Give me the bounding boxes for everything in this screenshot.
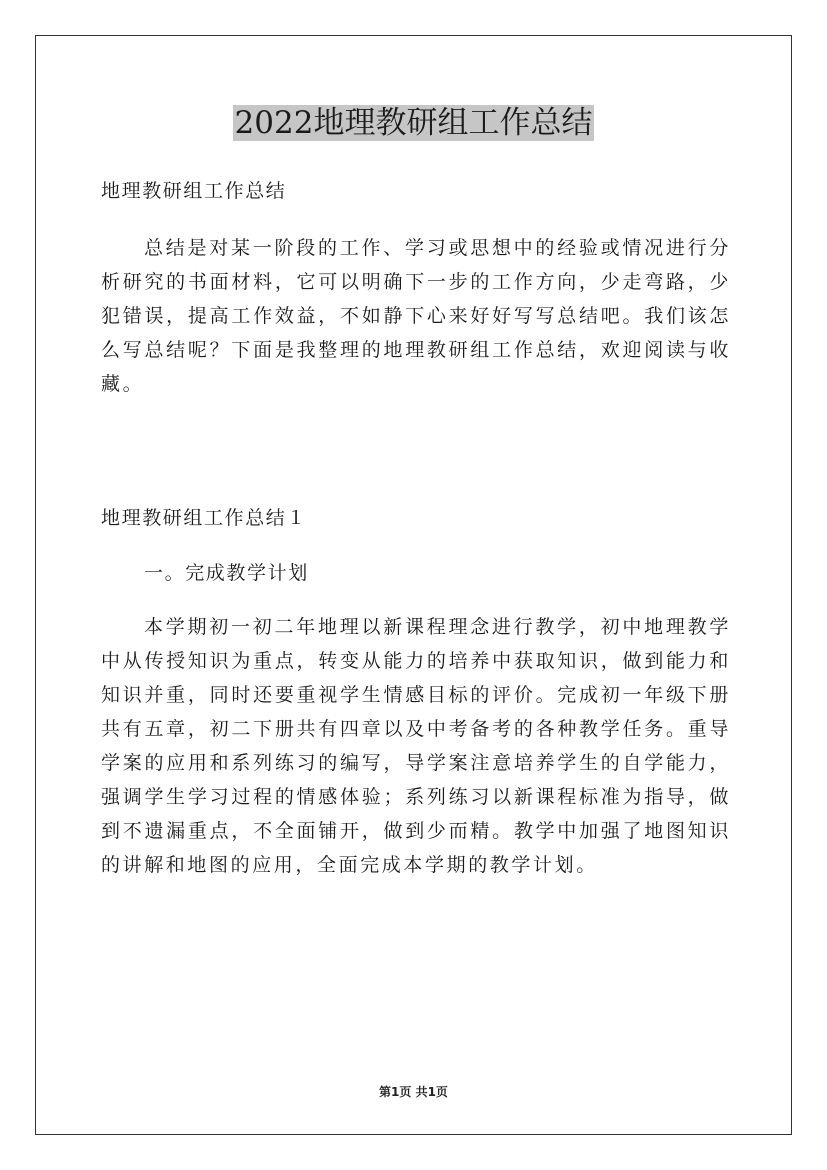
document-subtitle: 地理教研组工作总结 — [101, 180, 287, 202]
intro-paragraph: 总结是对某一阶段的工作、学习或思想中的经验或情况进行分析研究的书面材料，它可以明确下一步的工作方向，少走弯路，少犯错误，提高工作效益，不如静下心来好好写写总结吧。我们该怎么写总结呢？下面是我整理的地理教研组工作总结，欢迎阅读与收藏。 — [101, 237, 731, 395]
subsection-heading: 一。完成教学计划 — [144, 562, 309, 584]
document-title — [0, 103, 827, 143]
page-footer: 第1页 共1页 — [379, 1085, 448, 1099]
body-paragraph: 本学期初一初二年地理以新课程理念进行教学，初中地理教学中从传授知识为重点，转变从能力的培养中获取知识，做到能力和知识并重，同时还要重视学生情感目标的评价。完成初一年级下册共有五章，初二下册共有四章以及中考备考的各种教学任务。重导学案的应用和系列练习的编写，导学案注意培养学生的自学能力，强调学生学习过程的情感体验；系列练习以新课程标准为指导，做到不遗漏重点，不全面铺开，做到少而精。教学中加强了地图知识的讲解和地图的应用，全面完成本学期的教学计划。 — [101, 616, 731, 876]
document-title-text: 2022地理教研组工作总结 — [234, 105, 593, 141]
section-heading: 地理教研组工作总结１ — [101, 507, 308, 529]
